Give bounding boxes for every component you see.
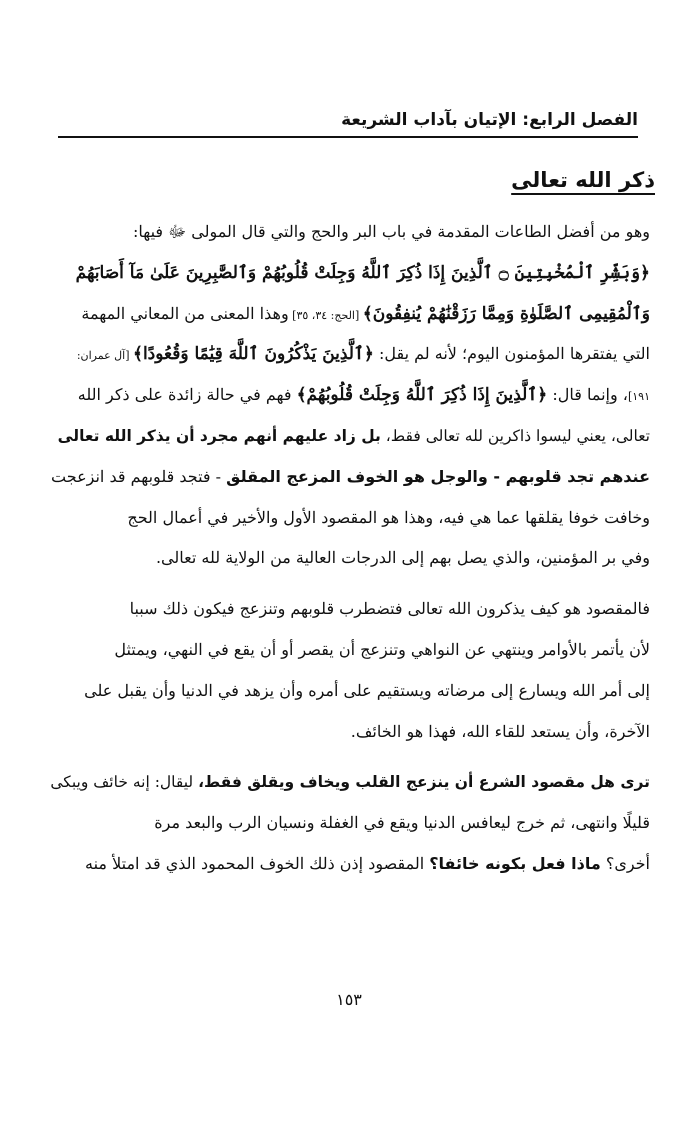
body-text-span: وهو من أفضل الطاعات المقدمة في باب البر والحج والتي قال المولى ﷻ فيها: bbox=[132, 222, 650, 241]
verse-reference: [الحج: ٣٤، ٣٥] bbox=[288, 308, 363, 322]
text-line bbox=[48, 375, 650, 416]
text-line bbox=[48, 457, 650, 498]
body-text-span: الآخرة، وأن يستعد للقاء الله، فهذا هو الخائف. bbox=[350, 721, 650, 741]
text-line bbox=[48, 712, 650, 753]
text-line bbox=[48, 334, 650, 375]
quran-verse: ﴿ٱلَّذِينَ إِذَا ذُكِرَ ٱللَّهُ وَجِلَتْ قُلُوبُهُمْ﴾ bbox=[296, 385, 548, 406]
body-text-span: وفي بر المؤمنين، والذي يصل بهم إلى الدرجات العالية من الولاية لله تعالى. bbox=[155, 548, 650, 568]
body-text bbox=[48, 212, 650, 885]
text-line bbox=[48, 253, 650, 294]
text-line bbox=[48, 589, 650, 630]
text-line bbox=[48, 538, 650, 579]
page-number: ١٥٣ bbox=[336, 990, 362, 1009]
text-line bbox=[48, 498, 650, 539]
text-line bbox=[48, 294, 650, 335]
emphasis-text: بل زاد عليهم أنهم مجرد أن يذكر الله تعالى bbox=[57, 426, 381, 445]
body-text-span: أخرى؟ bbox=[600, 853, 650, 873]
text-line bbox=[48, 803, 650, 844]
emphasis-text: ترى هل مقصود الشرع أن ينزعج القلب ويخاف ويقلق فقط، bbox=[198, 773, 650, 792]
text-line bbox=[48, 844, 650, 885]
emphasis-text: ماذا فعل بكونه خائفا؟ bbox=[429, 853, 601, 873]
emphasis-text: عندهم تجد قلوبهم - والوجل هو الخوف المزعج المقلق bbox=[226, 466, 650, 486]
body-text-span: تعالى، يعني ليسوا ذاكرين لله تعالى فقط، bbox=[380, 426, 650, 445]
paragraph bbox=[48, 762, 650, 884]
header-rule bbox=[58, 136, 638, 138]
body-text-span: - فتجد قلوبهم قد انزعجت bbox=[51, 466, 227, 486]
quran-verse: وَٱلْمُقِيمِى ٱلصَّلَوٰةِ وَمِمَّا رَزَقْنَٰهُمْ يُنفِقُونَ﴾ bbox=[362, 303, 650, 324]
body-text-span: وخافت خوفا يقلقها عما هي فيه، وهذا هو المقصود الأول والأخير في أعمال الحج bbox=[127, 507, 650, 527]
body-text-span: المقصود إذن ذلك الخوف المحمود الذي قد امتلأ منه bbox=[85, 853, 430, 873]
paragraph-gap bbox=[48, 579, 650, 589]
text-line bbox=[48, 671, 650, 712]
text-line bbox=[48, 762, 650, 803]
text-line bbox=[48, 630, 650, 671]
text-line bbox=[48, 416, 650, 457]
section-heading: ذكر الله تعالى bbox=[511, 168, 655, 192]
paragraph bbox=[48, 212, 650, 579]
quran-verse: ﴿ٱلَّذِينَ يَذْكُرُونَ ٱللَّهَ قِيَٰمًا وَقُعُودًا﴾ bbox=[132, 344, 374, 365]
running-header: الفصل الرابع: الإتيان بآداب الشريعة bbox=[341, 110, 638, 130]
paragraph-gap bbox=[48, 752, 650, 762]
verse-reference: ١٩١] bbox=[627, 390, 650, 404]
body-text-span: فالمقصود هو كيف يذكرون الله تعالى فتضطرب قلوبهم وتنزعج فيكون ذلك سببا bbox=[129, 599, 650, 619]
body-text-span: ، وإنما قال: bbox=[547, 385, 628, 405]
body-text-span: وهذا المعنى من المعاني المهمة bbox=[81, 303, 289, 323]
body-text-span: قليلًا وانتهى، ثم خرج ليعافس الدنيا ويقع في الغفلة ونسيان الرب والبعد مرة bbox=[154, 813, 650, 833]
paragraph bbox=[48, 589, 650, 752]
body-text-span: التي يفتقرها المؤمنون اليوم؛ لأنه لم يقل: bbox=[373, 344, 650, 364]
verse-reference: [آل عمران: bbox=[76, 349, 133, 363]
quran-verse: ﴿وَبَشِّرِ ٱلْمُخْبِتِينَ ۝ ٱلَّذِينَ إِذَا ذُكِرَ ٱللَّهُ وَجِلَتْ قُلُوبُهُمْ وَٱلصَّٰبِرِينَ عَلَىٰ مَآ أَصَابَهُمْ bbox=[75, 262, 650, 283]
body-text-span: لأن يأتمر بالأوامر وينتهي عن النواهي وتنزعج أن يقصر أو أن يقع في النهي، ويمتثل bbox=[114, 639, 650, 659]
body-text-span: ليقال: إنه خائف ويبكى bbox=[50, 773, 199, 792]
text-line bbox=[48, 212, 650, 253]
body-text-span: إلى أمر الله ويسارع إلى مرضاته ويستقيم على أمره وأن يزهد في الدنيا وأن يقبل على bbox=[84, 680, 650, 700]
body-text-span: فهم في حالة زائدة على ذكر الله bbox=[77, 385, 297, 405]
